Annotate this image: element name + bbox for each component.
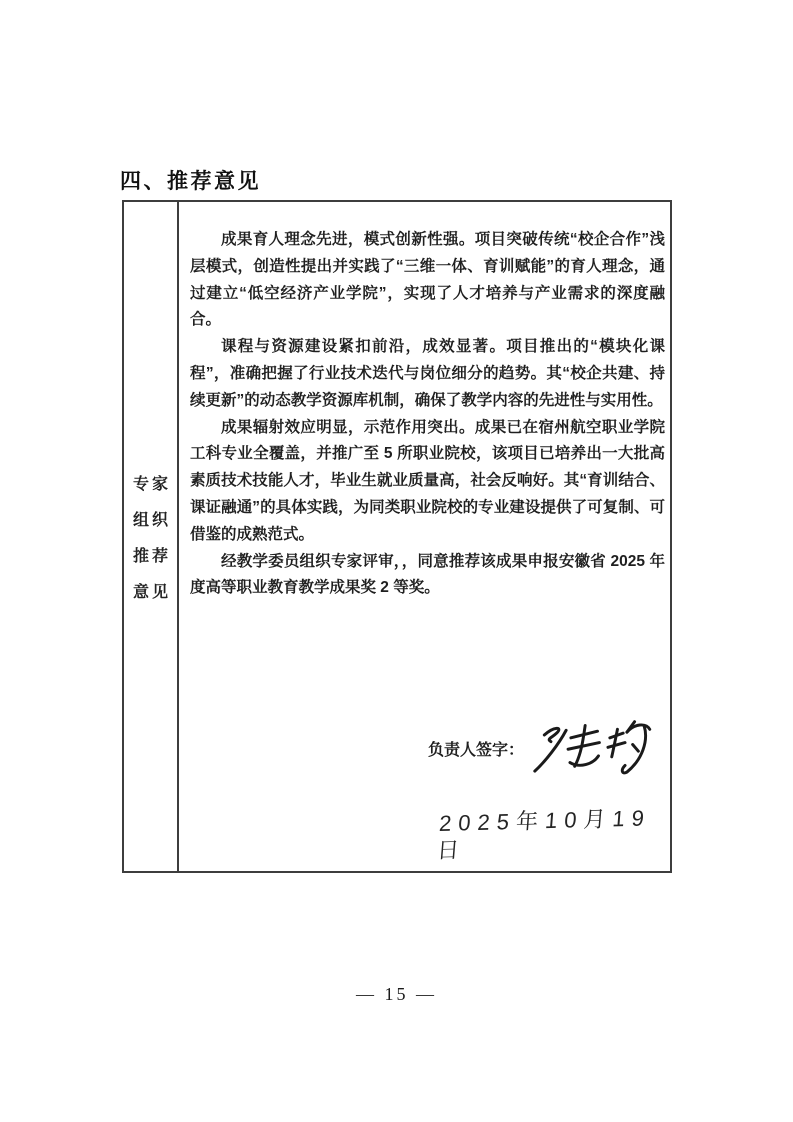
recommendation-table [122,200,672,873]
page-number: — 15 — [356,984,437,1004]
signature-date-row [436,805,665,865]
opinion-paragraph-3: 成果辐射效应明显，示范作用突出。成果已在宿州航空职业学院工科专业全覆盖，并推广至 5 所职业院校，该项目已培养出一大批高素质技术技能人才，毕业生就业质量高，社会反响好。其“育训结合、课证融通”的具体实践，为同类职业院校的专业建设提供了可复制、可借鉴的成熟范式。 [189,418,665,543]
row-header-line-3: 推荐 [132,548,171,565]
opinion-paragraph-4: 经教学委员组织专家评审，，同意推荐该成果申报安徽省 2025 年度高等职业教育教学成果奖 2 等奖。 [189,552,665,597]
row-header-line-1: 专家 [132,476,171,493]
section-title: 四、推荐意见 [120,170,261,193]
row-header-line-2: 组织 [132,512,171,529]
opinion-cell [179,202,670,871]
row-header-line-4: 意见 [132,584,171,601]
signature-date: 2025年10月19日 [436,805,652,863]
signature-label: 负责人签字： [427,742,524,760]
signature-row [428,724,665,784]
opinion-paragraph-1: 成果育人理念先进，模式创新性强。项目突破传统“校企合作”浅层模式，创造性提出并实践了“三维一体、育训赋能”的育人理念，通过建立“低空经济产业学院”，实现了人才培养与产业需求的深度融合。 [189,231,665,329]
signature-handwriting-icon [530,716,665,792]
opinion-paragraph-2: 课程与资源建设紧扣前沿，成效显著。项目推出的“模块化课程”，准确把握了行业技术迭代与岗位细分的趋势。其“校企共建、持续更新”的动态教学资源库机制，确保了教学内容的先进性与实用性。 [189,338,665,409]
row-header-expert-opinion [124,202,179,871]
